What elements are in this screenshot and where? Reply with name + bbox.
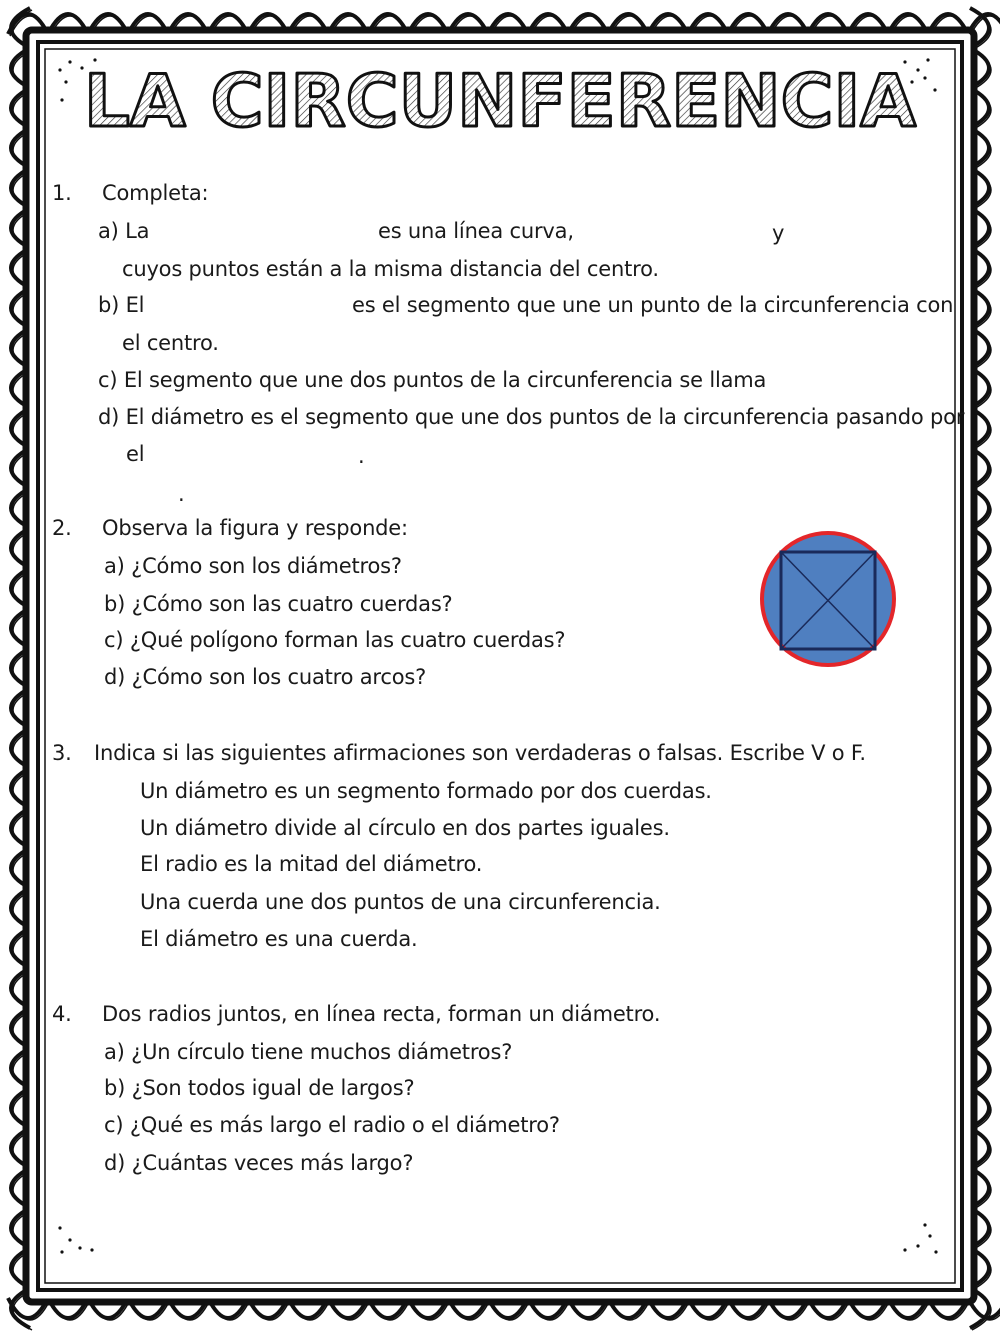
page-title [0, 62, 1000, 142]
q3-number: 3. [52, 741, 72, 765]
q4-c-text: c) ¿Qué es más largo el radio o el diámetro? [104, 1113, 560, 1137]
q1-number: 1. [52, 181, 72, 205]
q1-b-continuation: el centro. [122, 331, 219, 355]
q2-number: 2. [52, 516, 72, 540]
q3-statement-3: El radio es la mitad del diámetro. [140, 852, 483, 876]
q3-statement-5: El diámetro es una cuerda. [140, 927, 418, 951]
q1-heading: Completa: [102, 181, 209, 205]
q1-d-text: d) El diámetro es el segmento que une dos puntos de la circunferencia pasando por [98, 405, 965, 429]
q1-a-continuation: cuyos puntos están a la misma distancia del centro. [122, 257, 659, 281]
q1-a-end: y [772, 221, 785, 245]
q2-heading: Observa la figura y responde: [102, 516, 408, 540]
q4-d-text: d) ¿Cuántas veces más largo? [104, 1151, 414, 1175]
q3-heading: Indica si las siguientes afirmaciones son verdaderas o falsas. Escribe V o F. [94, 741, 866, 765]
q3-statement-2: Un diámetro divide al círculo en dos partes iguales. [140, 816, 670, 840]
q1-a-label: a) La [98, 219, 150, 243]
q1-stray-dot: . [178, 482, 185, 506]
q1-b-label: b) El [98, 293, 145, 317]
svg-text:LA CIRCUNFERENCIA: LA CIRCUNFERENCIA [84, 62, 916, 142]
q1-a-text: es una línea curva, [378, 219, 574, 243]
q1-d-continuation: el [126, 442, 145, 466]
q1-d-period: . [358, 444, 365, 468]
q3-statement-1: Un diámetro es un segmento formado por dos cuerdas. [140, 779, 712, 803]
q2-a-text: a) ¿Cómo son los diámetros? [104, 554, 402, 578]
q4-number: 4. [52, 1002, 72, 1026]
q1-c-text: c) El segmento que une dos puntos de la circunferencia se llama [98, 368, 767, 392]
q4-heading: Dos radios juntos, en línea recta, forman un diámetro. [102, 1002, 661, 1026]
q2-c-text: c) ¿Qué polígono forman las cuatro cuerdas? [104, 628, 566, 652]
q4-b-text: b) ¿Son todos igual de largos? [104, 1076, 415, 1100]
q2-b-text: b) ¿Cómo son las cuatro cuerdas? [104, 592, 453, 616]
q3-statement-4: Una cuerda une dos puntos de una circunferencia. [140, 890, 661, 914]
q2-d-text: d) ¿Cómo son los cuatro arcos? [104, 665, 427, 689]
circle-square-figure [758, 530, 900, 670]
q1-b-text: es el segmento que une un punto de la circunferencia con [352, 293, 954, 317]
q4-a-text: a) ¿Un círculo tiene muchos diámetros? [104, 1040, 513, 1064]
